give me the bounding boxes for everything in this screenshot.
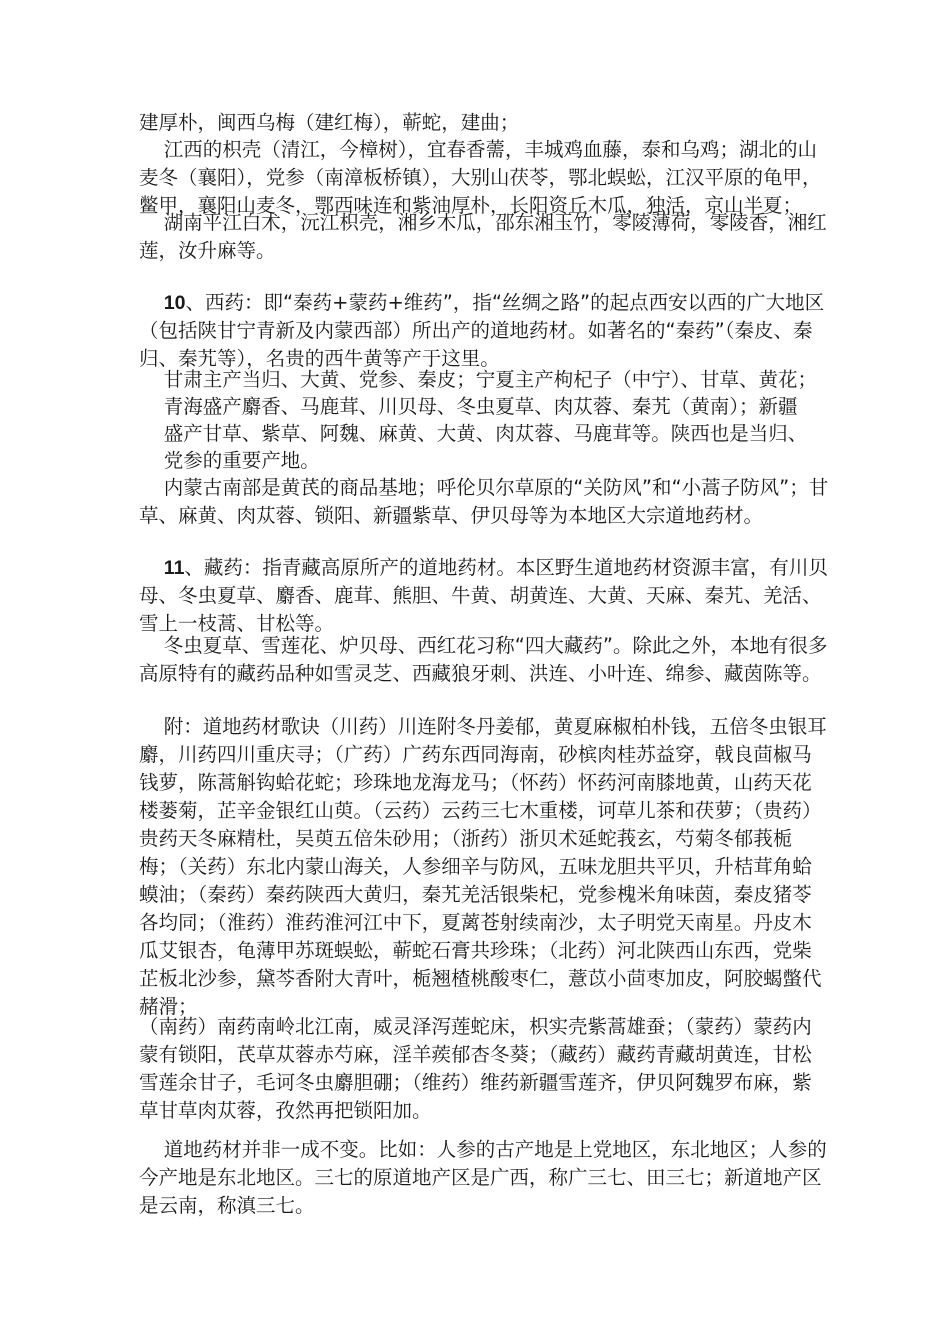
paragraph-qinghai-xinjiang: 青海盛产麝香、马鹿茸、川贝母、冬虫夏草、肉苁蓉、秦艽（黄南）；新疆 <box>139 395 798 418</box>
paragraph-xinjiang-shaanxi: 盛产甘草、紫草、阿魏、麻黄、大黄、肉苁蓉、马鹿茸等。陕西也是当归、 <box>139 422 808 445</box>
paragraph-section-11-zangyao: 11、藏药：指青藏高原所产的道地药材。本区野生道地药材资源丰富，有川贝母、冬虫夏草、麝香、鹿茸、熊胆、牛黄、胡黄连、大黄、天麻、秦艽、羌活、雪上一枝蒿、甘松等。 <box>139 556 828 635</box>
paragraph-shaanxi-dangshen: 党参的重要产地。 <box>139 449 320 472</box>
paragraph-fujian-herbs: 建厚朴，闽西乌梅（建红梅），蕲蛇，建曲； <box>139 111 520 134</box>
section-number: 10 <box>163 292 186 314</box>
paragraph-nanyao-verse: （南药）南药南岭北江南，威灵泽泻莲蛇床，枳实壳紫蒿雄蚕；（蒙药）蒙药内蒙有锁阳，芪草苁蓉赤芍麻，淫羊蒺郁杏冬葵；（藏药）藏药青藏胡黄连，甘松雪莲余甘子，毛诃冬虫麝胆硼；（维药）维药新疆雪莲齐，伊贝阿魏罗布麻，紫草甘草肉苁蓉，孜然再把锁阳加。 <box>139 1015 812 1122</box>
paragraph-changing-origins: 道地药材并非一成不变。比如：人参的古产地是上党地区，东北地区；人参的今产地是东北地区。三七的原道地产区是广西，称广三七、田三七；新道地产区是云南，称滇三七。 <box>139 1138 827 1217</box>
paragraph-gansu-ningxia: 甘肃主产当归、大黄、党参、秦皮；宁夏主产枸杞子（中宁）、甘草、黄花； <box>139 368 818 391</box>
paragraph-inner-mongolia: 内蒙古南部是黄芪的商品基地；呼伦贝尔草原的“关防风”和“小蒿子防风”；甘草、麻黄、肉苁蓉、锁阳、新疆紫草、伊贝母等为本地区大宗道地药材。 <box>139 476 829 527</box>
section-number: 11 <box>163 557 185 579</box>
paragraph-appendix-verse: 附：道地药材歌诀（川药）川连附冬丹姜郁，黄夏麻椒柏朴钱，五倍冬虫银耳麝，川药四川重庆寻；（广药）广药东西同海南，砂槟肉桂苏益穿，戟良茴椒马钱萝，陈蒿斛钩蛤花蛇；珍珠地龙海龙马；（怀药）怀药河南膝地黄，山药天花楼蒌菊，芷辛金银红山萸。（云药）云药三七木重楼，诃草儿茶和茯萝；（贵药）贵药天冬麻精杜，吴萸五倍朱砂用；（浙药）浙贝术延蛇莪玄，芍菊冬郁莪栀梅；（关药）东北内蒙山海关，人参细辛与防风，五味龙胆共平贝，升桔茸角蛤蟆油；（秦药）秦药陕西大黄归，秦艽羌活银柴杞，党参槐米角味茵，秦皮猪苓各均同；（淮药）淮药淮河江中下，夏蓠苍射续南沙，太子明党天南星。丹皮木瓜艾银杏，龟薄甲苏斑蜈蚣，蕲蛇石膏共珍珠；（北药）河北陕西山东西，党柴芷板北沙参，黛芩香附大青叶，栀翘楂桃酸枣仁，薏苡小茴枣加皮，阿胶蝎蟞代赭滑； <box>139 715 827 1018</box>
paragraph-hunan-herbs: 湖南平江白术，沅江枳壳，湘乡木瓜，邵东湘玉竹，零陵薄荷，零陵香，湘红莲，汝升麻等。 <box>139 211 827 262</box>
paragraph-jiangxi-hubei-herbs: 江西的枳壳（清江，今樟树），宜春香薷，丰城鸡血藤，泰和乌鸡；湖北的山麦冬（襄阳），党参（南漳板桥镇），大别山茯苓，鄂北蜈蚣，江汉平原的龟甲，鳖甲，襄阳山麦冬，鄂西味连和紫油厚朴，长阳资丘木瓜，独活，京山半夏； <box>139 138 822 217</box>
paragraph-section-10-xiyao: 10、西药：即“秦药+蒙药+维药”，指“丝绸之路”的起点西安以西的广大地区（包括陕甘宁青新及内蒙西部）所出产的道地药材。如著名的“秦药”（秦皮、秦归、秦艽等），名贵的西牛黄等产于这里。 <box>139 291 825 370</box>
paragraph-four-tibetan-herbs: 冬虫夏草、雪莲花、炉贝母、西红花习称“四大藏药”。除此之外，本地有很多高原特有的藏药品种如雪灵芝、西藏狼牙刺、洪连、小叶连、绵参、藏茵陈等。 <box>139 634 828 685</box>
